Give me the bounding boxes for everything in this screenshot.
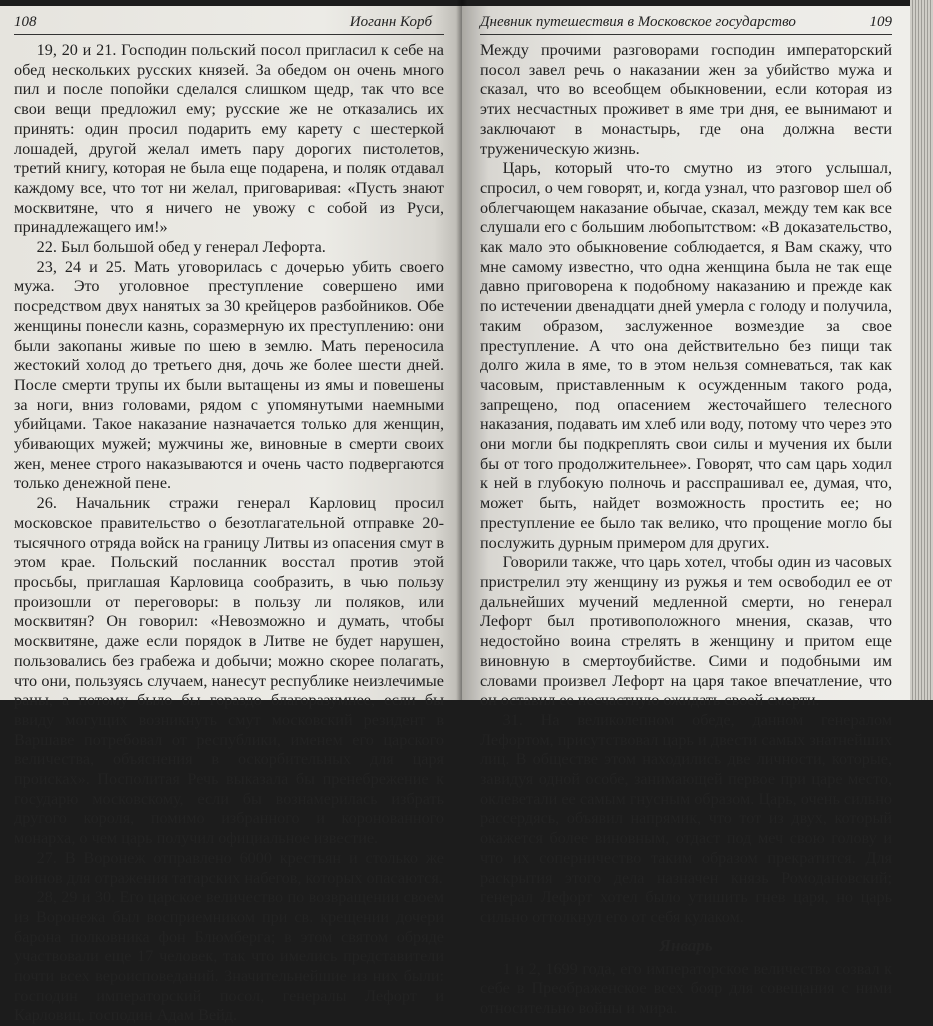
left-page-number: 108 (14, 14, 37, 30)
page-edges (910, 0, 933, 700)
paragraph: 27. В Воронеж отправлено 6000 крестьян и столько же воинов для отражения татарских набегов, которых опасаются. (14, 848, 444, 887)
right-running-head (480, 14, 892, 35)
paragraph: Говорили также, что царь хотел, чтобы один из часовых пристрелил эту женщину из ружья и тем освободил ее от дальнейших мучений медленной смерти, но генерал Лефорт был противоположного мнения, сказав, что недостойно воина стрелять в женщину и притом еще виновную в смертоубийстве. Сими и подобными им словами произвел Лефорт на царя такое впечатление, что он оставил ее несчастную ожидать своей смерти. (480, 553, 892, 710)
right-page (462, 6, 910, 1018)
paragraph: 22. Был большой обед у генерал Лефорта. (36, 238, 326, 257)
left-running-head (14, 14, 444, 35)
right-running-title: Дневник путешествия в Московское государство (480, 14, 796, 30)
left-page (0, 6, 462, 1025)
paragraph: 1 и 2, 1699 года, его императорское величество созвал к себе в Преображенское всех бояр для совещания с ними относительно войны и мира. (480, 959, 892, 1018)
paragraph: Царь, который что-то смутно из этого услышал, спросил, о чем говорят, и, когда узнал, что разговор шел об облегчающем наказание обычае, сказал, между тем как все слушали его с большим любопытством: «В доказательство, как мало это обыкновение соблюдается, я Вам скажу, что мне самому известно, что одна женщина была не так еще давно приговорена к подобному наказанию и прежде как по истечении двенадцати дней умерла с голоду и получила, таким образом, заслуженное возмездие за свое преступление. А что она действительно без пищи так долго жила в яме, то в этом нельзя сомневаться, так как часовым, приставленным к осужденным такого рода, запрещено, под опасением жесточайшего телесного наказания, подавать им хлеб или воду, потому что через это они могли бы подкреплять свои силы и мучения их были бы от того продолжительнее». Говорят, что сам царь ходил к ней в глубокую полночь и расспрашивал ее, думая, что, может быть, найдет возможность простить ее; но преступление ее было так велико, что прощение могло бы послужить дурным примером для других. (480, 159, 892, 552)
left-page-body (14, 41, 444, 1026)
right-page-number: 109 (869, 14, 892, 30)
section-heading: Январь (659, 935, 713, 955)
paragraph: 19, 20 и 21. Господин польский посол пригласил к себе на обед нескольких русских князей. За обедом он очень много пил и после попойки сделался слишком щедр, так что все свои вещи предложил ему; русские же не отказались их принять: один просил подарить ему карету с шестеркой лошадей, другой желал иметь пару дорогих пистолетов, третий книгу, которая не была еще подарена, и поляк отдавал каждому все, что тот ни желал, приговаривая: «Пусть знают москвитяне, что я ничего не увожу с собой из Руси, принадлежащего им!» (14, 41, 444, 237)
right-page-body (480, 41, 892, 1019)
paragraph-continuation: Между прочими разговорами господин императорский посол завел речь о наказании жен за убийство мужа и сказал, что во всеобщем обыкновении, если которая из этих несчастных проживет в яме три дня, ее вынимают и заключают в монастырь, где она должна вести труженическую жизнь. (480, 41, 892, 158)
paragraph: 31. На великолепном обеде, данном генералом Лефортом, присутствовал царь и двести самых знатнейших лиц. В обществе этом находились две личности, которые, завидуя одной особе, занимающей первое при царе место, оклеветали ее самым гнусным образом. Царь, очень сильно рассердясь, объявил напрямик, что тот из двух, который окажется более виновным, отдаст под меч свою голову и что их соперничество таким образом прекратится. Для раскрытия этого дела назначен князь Ромодановский; генерал Лефорт хотел было утишить гнев царя, но царь сильно оттолкнул его от себя кулаком. (480, 710, 892, 926)
paragraph: 28, 29 и 30. Его царское величество по возвращении своем из Воронежа был восприемником при св. крещении дочери барона полковника фон Блюмберга; в этом святом обряде участвовали еще 17 человек, так что имелись представители почти всех вероисповеданий. Значительнейшие из них были: господин императорский посол, генералы Лефорт и Карловиц, господин Адам Вейд. (14, 888, 444, 1025)
paragraph: 26. Начальник стражи генерал Карловиц просил московское правительство о безотлагательной отправке 20-тысячного отряда войск на границу Литвы из опасения смут в этом крае. Польский посланник восстал против этой просьбы, приглашая Карловица сообразить, в чью пользу произошли от переговоры: в пользу ли поляков, или москвитян? Он говорил: «Невозможно и думать, чтобы москвитяне, даже если порядок в Литве не будет нарушен, пользовались без грабежа и добычи; можно скорее полагать, что они, пользуясь случаем, нанесут республике неизлечимые раны, а потому было бы гораздо благоразумнее, если бы ввиду могущих возникнуть смут московский резидент в Варшаве потребовал от республики, именем его царского величества, объяснения в оскорбительных для царя происках». Посполитая Речь выказала бы пренебрежение к государю московскому, если бы вознамерилась избрать другого короля, помимо избранного и коронованного монарха, о чем царь получил официальное известие. (14, 494, 444, 848)
paragraph: 23, 24 и 25. Мать уговорилась с дочерью убить своего мужа. Это уголовное преступление совершено ими посредством двух нанятых за 30 крейцеров разбойников. Обе женщины понесли казнь, соразмерную их преступлению: они были закопаны живые по шею в землю. Мать переносила жестокий холод до третьего дня, дочь же более шести дней. После смерти трупы их были вытащены из ямы и повешены за ноги, вниз головами, рядом с упомянутыми наемными убийцами. Такое наказание назначается только для женщин, убивающих мужей; мужчины же, виновные в смерти своих жен, менее строго наказываются и очень часто подвергаются только денежной пене. (14, 257, 444, 493)
left-running-title: Иоганн Корб (349, 14, 432, 30)
